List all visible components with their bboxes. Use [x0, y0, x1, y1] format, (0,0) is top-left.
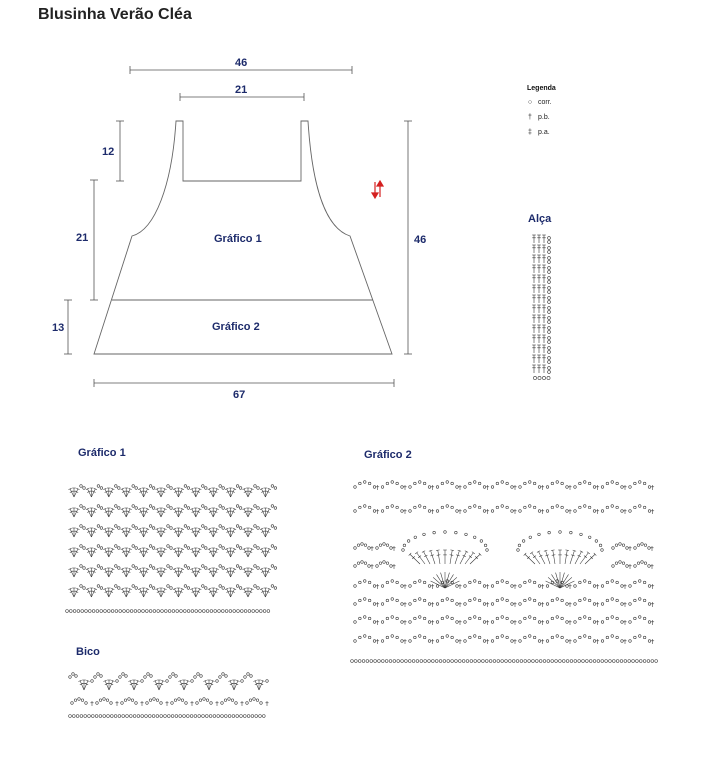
legend-label: p.b.	[538, 114, 550, 121]
legend-label: corr.	[538, 99, 552, 106]
legend-item-double-crochet	[525, 129, 550, 136]
circle-icon: ○	[527, 99, 533, 106]
dimension-lines	[64, 66, 412, 387]
page-title: Blusinha Verão Cléa	[38, 6, 192, 23]
direction-arrow-icon	[372, 181, 383, 198]
dimension-width-top: 46	[235, 57, 248, 69]
dimension-hem-height: 13	[52, 322, 65, 334]
grafico1-stitch-chart	[66, 485, 277, 613]
legend-item-single-crochet	[525, 114, 550, 121]
alca-title: Alça	[528, 213, 552, 225]
tall-cross-icon: ‡	[528, 129, 532, 136]
legend-title: Legenda	[527, 85, 556, 92]
section-lower-label: Gráfico 2	[212, 321, 260, 333]
legend-item-chain	[525, 99, 552, 106]
dimension-body-height: 21	[76, 232, 89, 244]
dimension-total-height: 46	[414, 234, 427, 246]
legend-label: p.a.	[538, 129, 550, 136]
bico-stitch-chart	[69, 673, 269, 718]
section-upper-label: Gráfico 1	[214, 233, 262, 245]
dimension-width-neck: 21	[235, 84, 248, 96]
grafico1-title: Gráfico 1	[78, 447, 126, 459]
grafico2-title: Gráfico 2	[364, 449, 412, 461]
alca-strap-chart	[532, 235, 550, 380]
grafico2-stitch-chart	[351, 481, 658, 663]
cross-icon: †	[528, 114, 532, 121]
dimension-strap-height: 12	[102, 146, 115, 158]
dimension-width-bottom: 67	[233, 389, 246, 401]
bico-title: Bico	[76, 646, 100, 658]
